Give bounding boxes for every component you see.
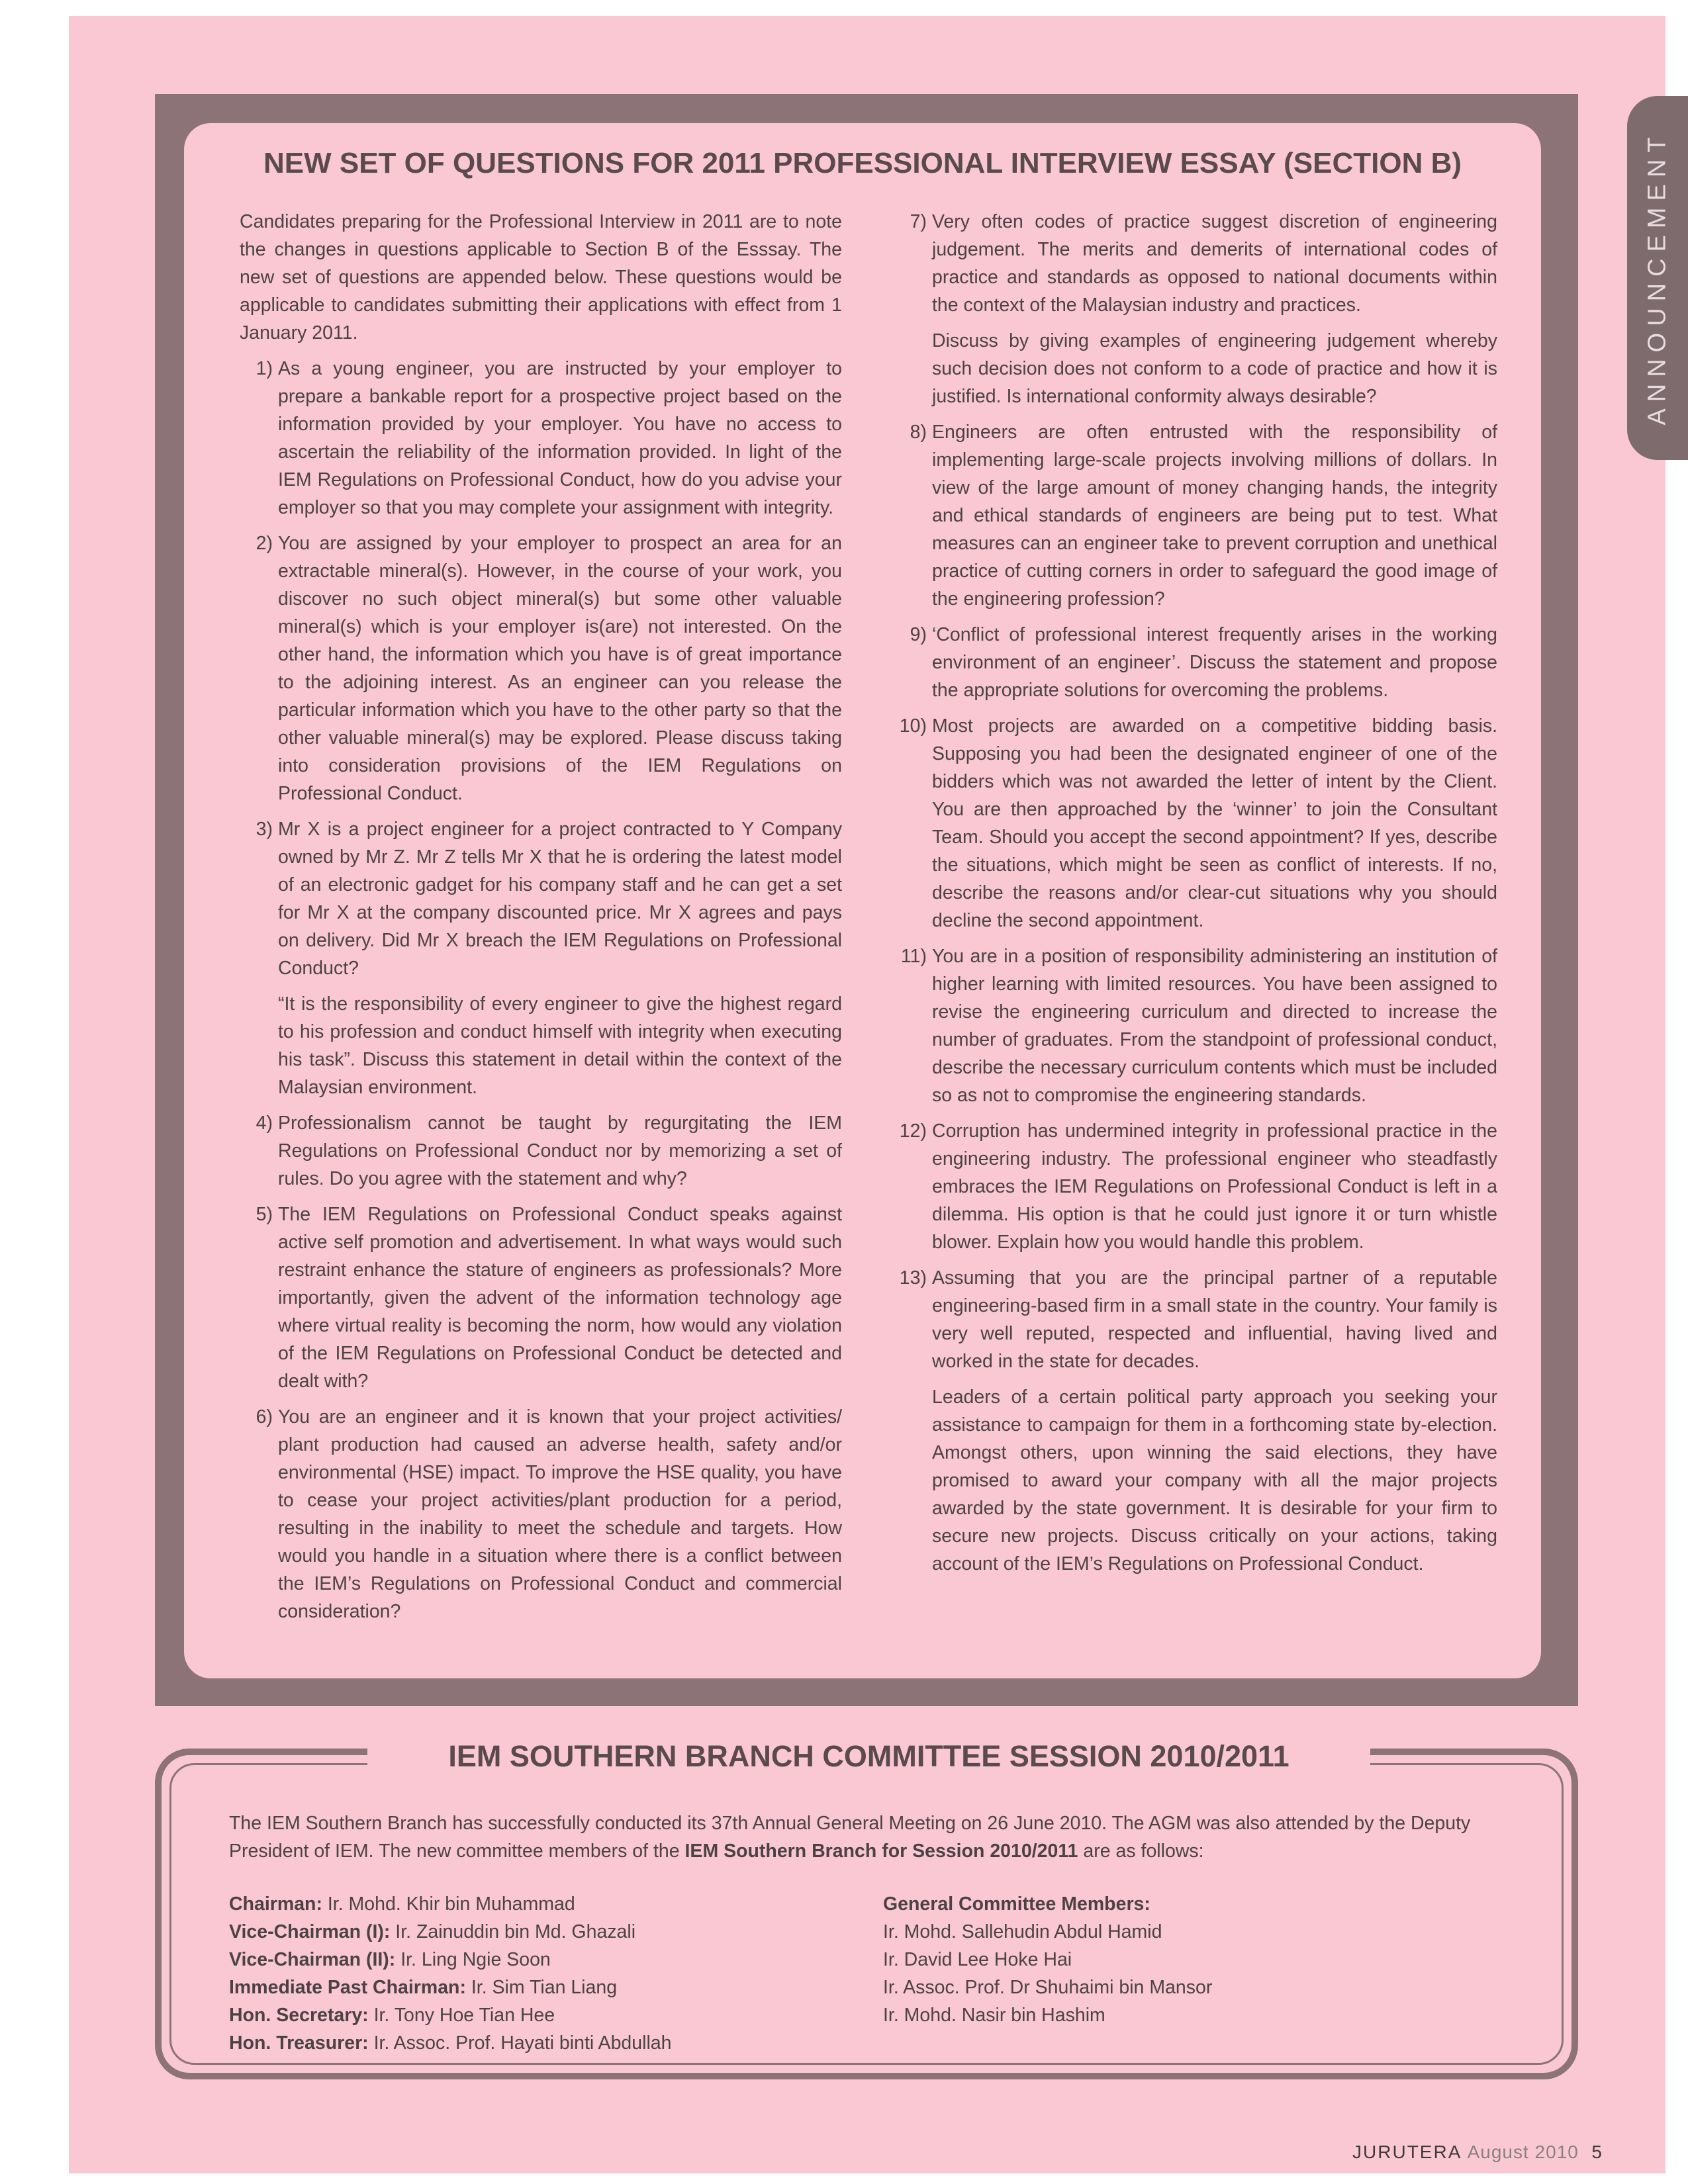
section-tab-label: ANNOUNCEMENT <box>1643 130 1671 426</box>
question-number: 2) <box>256 533 273 554</box>
officer-name: Ir. Tony Hoe Tian Hee <box>368 2005 555 2026</box>
officer-row <box>229 2029 865 2057</box>
officers-list <box>229 1890 865 2057</box>
committee-intro-text: The IEM Southern Branch has successfully conducted its 37th Annual General Meeting on 26 June 2010. The AGM was also attended by the Deputy President of IEM. The new committee members of the <box>229 1813 1471 1862</box>
committee-member: Ir. David Lee Hoke Hai <box>883 1949 1072 1970</box>
issue-date: August 2010 <box>1467 2142 1579 2162</box>
question-text: Corruption has undermined integrity in professional practice in the engineering industry. The professional engineer who steadfastly embraces the IEM Regulations on Professional Conduct is left in a dilemma. His option is that he could just ignore it or turn whistle blower. Explain how you would handle this problem. <box>932 1120 1497 1253</box>
question-text: Assuming that you are the principal partner of a reputable engineering-based firm in a small state in the country. Your family is very well reputed, respected and influential, having lived and worked in the state for decades. <box>932 1267 1497 1372</box>
question-number: 11) <box>900 946 927 967</box>
question-8 <box>894 418 1497 613</box>
committee-title: IEM SOUTHERN BRANCH COMMITTEE SESSION 2010/2011 <box>448 1739 1289 1773</box>
question-text: The IEM Regulations on Professional Conduct speaks against active self promotion and advertisement. In what ways would such restraint enhance the stature of engineers as professionals? More importantly, given the advent of the information technology age where virtual reality is becoming the norm, how would any violation of the IEM Regulations on Professional Conduct be detected and dealt with? <box>278 1204 842 1392</box>
question-number: 1) <box>256 358 273 379</box>
officer-row <box>229 1946 865 1974</box>
right-column <box>894 208 1497 1586</box>
committee-intro-emphasis: IEM Southern Branch for Session 2010/2011 <box>684 1841 1078 1862</box>
committee-title-box <box>367 1737 1370 1776</box>
question-text: You are an engineer and it is known that your project activities/ plant production had caused an adverse health, safety and/or environmental (HSE) impact. To improve the HSE quality, you have to cease your project activities/plant production for a period, resulting in the inability to meet the schedule and targets. How would you handle in a situation where there is a conflict between the IEM’s Regulations on Professional Conduct and commercial consideration? <box>278 1406 842 1622</box>
question-number: 6) <box>256 1406 273 1428</box>
question-1 <box>240 355 842 522</box>
officer-row <box>229 2001 865 2029</box>
officer-role: Vice-Chairman (I): <box>229 1921 391 1942</box>
question-number: 8) <box>910 422 927 443</box>
question-text-continued: Discuss by giving examples of engineering judgement whereby such decision does not conform to a code of practice and how it is justified. Is international conformity always desirable? <box>932 330 1497 407</box>
question-text: Very often codes of practice suggest discretion of engineering judgement. The merits and demerits of international codes of practice and standards as opposed to national documents within the context of the Malaysian industry and practices. <box>932 211 1497 316</box>
question-number: 5) <box>256 1204 273 1225</box>
officer-role: Hon. Treasurer: <box>229 2032 369 2054</box>
question-number: 4) <box>256 1113 273 1134</box>
intro-paragraph: Candidates preparing for the Professional Interview in 2011 are to note the changes in questions applicable to Section B of the Esssay. The new set of questions are appended below. These questions would be applicable to candidates submitting their applications with effect from 1 January 2011. <box>240 211 842 343</box>
question-text-continued: “It is the responsibility of every engineer to give the highest regard to his profession and conduct himself with integrity when executing his task”. Discuss this statement in detail within the context of the Malaysian environment. <box>278 993 842 1098</box>
question-3 <box>240 815 842 1101</box>
officer-name: Ir. Assoc. Prof. Hayati binti Abdullah <box>368 2032 672 2054</box>
committee-member: Ir. Mohd. Sallehudin Abdul Hamid <box>883 1921 1162 1942</box>
officer-name: Ir. Zainuddin bin Md. Ghazali <box>390 1921 636 1942</box>
question-text: You are in a position of responsibility administering an institution of higher learning with limited resources. You have been assigned to revise the engineering curriculum and directed to increase the number of graduates. From the standpoint of professional conduct, describe the necessary curriculum contents which must be included so as not to compromise the engineering standards. <box>932 946 1497 1106</box>
general-committee-heading: General Committee Members: <box>883 1893 1150 1915</box>
general-committee-list <box>883 1890 1479 2029</box>
committee-member: Ir. Assoc. Prof. Dr Shuhaimi bin Mansor <box>883 1977 1213 1998</box>
officer-name: Ir. Ling Ngie Soon <box>395 1949 551 1970</box>
question-number: 3) <box>256 819 273 840</box>
question-text: ‘Conflict of professional interest frequently arises in the working environment of an engineer’. Discuss the statement and propose the appropriate solutions for overcoming the problems. <box>932 624 1497 701</box>
question-5 <box>240 1201 842 1395</box>
question-text: You are assigned by your employer to prospect an area for an extractable mineral(s). However, in the course of your work, you discover no such object mineral(s) but some other valuable mineral(s) which is your employer is(are) not interested. On the other hand, the information which you have is of great importance to the adjoining interest. As an engineer can you release the particular information which you have to the other party so that the other valuable mineral(s) may be explored. Please discuss taking into consideration provisions of the IEM Regulations on Professional Conduct. <box>278 533 842 804</box>
officer-role: Vice-Chairman (II): <box>229 1949 396 1970</box>
article-title: NEW SET OF QUESTIONS FOR 2011 PROFESSIONAL INTERVIEW ESSAY (SECTION B) <box>263 147 1462 179</box>
question-number: 13) <box>899 1267 927 1289</box>
officer-role: Immediate Past Chairman: <box>229 1977 466 1998</box>
question-text: Professionalism cannot be taught by regurgitating the IEM Regulations on Professional Conduct nor by memorizing a set of rules. Do you agree with the statement and why? <box>278 1113 842 1189</box>
question-text: As a young engineer, you are instructed by your employer to prepare a bankable report for a prospective project based on the information provided by your employer. You have no access to ascertain the reliability of the information provided. In light of the IEM Regulations on Professional Conduct, how do you advise your employer so that you may complete your assignment with integrity. <box>278 358 842 518</box>
question-11 <box>894 942 1497 1109</box>
officer-row <box>229 1890 865 1918</box>
publication-name: JURUTERA <box>1352 2142 1461 2162</box>
question-number: 12) <box>899 1120 927 1142</box>
questions-article <box>184 123 1541 1678</box>
officer-name: Ir. Sim Tian Liang <box>465 1977 618 1998</box>
officer-name: Ir. Mohd. Khir bin Muhammad <box>322 1893 575 1915</box>
question-9 <box>894 621 1497 704</box>
question-12 <box>894 1117 1497 1256</box>
officer-role: Hon. Secretary: <box>229 2005 369 2026</box>
question-6 <box>240 1403 842 1625</box>
officer-row <box>229 1974 865 2001</box>
question-number: 9) <box>910 624 927 645</box>
question-13 <box>894 1264 1497 1578</box>
question-4 <box>240 1109 842 1193</box>
question-text: Most projects are awarded on a competitive bidding basis. Supposing you had been the designated engineer of one of the bidders which was not awarded the letter of intent by the Client. You are then approached by the ‘winner’ to join the Consultant Team. Should you accept the second appointment? If yes, describe the situations, which might be seen as conflict of interests. If no, describe the reasons and/or clear-cut situations why you should decline the second appointment. <box>932 715 1497 931</box>
section-tab <box>1627 96 1688 460</box>
committee-intro <box>229 1809 1507 1865</box>
question-10 <box>894 712 1497 934</box>
question-2 <box>240 529 842 807</box>
page-footer <box>1352 2142 1603 2163</box>
committee-member: Ir. Mohd. Nasir bin Hashim <box>883 2005 1105 2026</box>
page-number: 5 <box>1591 2142 1603 2162</box>
officer-role: Chairman: <box>229 1893 322 1915</box>
question-text: Mr X is a project engineer for a project contracted to Y Company owned by Mr Z. Mr Z tells Mr X that he is ordering the latest model of an electronic gadget for his company staff and he can get a set for Mr X at the company discounted price. Mr X agrees and pays on delivery. Did Mr X breach the IEM Regulations on Professional Conduct? <box>278 819 842 979</box>
question-text: Engineers are often entrusted with the responsibility of implementing large-scale projects involving millions of dollars. In view of the large amount of money changing hands, the integrity and ethical standards of engineers are being put to test. What measures can an engineer take to prevent corruption and unethical practice of cutting corners in order to safeguard the good image of the engineering profession? <box>932 422 1497 610</box>
officer-row <box>229 1918 865 1946</box>
question-7 <box>894 208 1497 410</box>
question-number: 10) <box>899 715 927 737</box>
committee-intro-end: are as follows: <box>1078 1841 1204 1862</box>
question-text-continued: Leaders of a certain political party approach you seeking your assistance to campaign for them in a forthcoming state by-election. Amongst others, upon winning the said elections, they have promised to award your company with all the major projects awarded by the state government. It is desirable for your firm to secure new projects. Discuss critically on your actions, taking account of the IEM’s Regulations on Professional Conduct. <box>932 1387 1497 1574</box>
question-number: 7) <box>910 211 927 232</box>
left-column <box>240 208 842 1633</box>
